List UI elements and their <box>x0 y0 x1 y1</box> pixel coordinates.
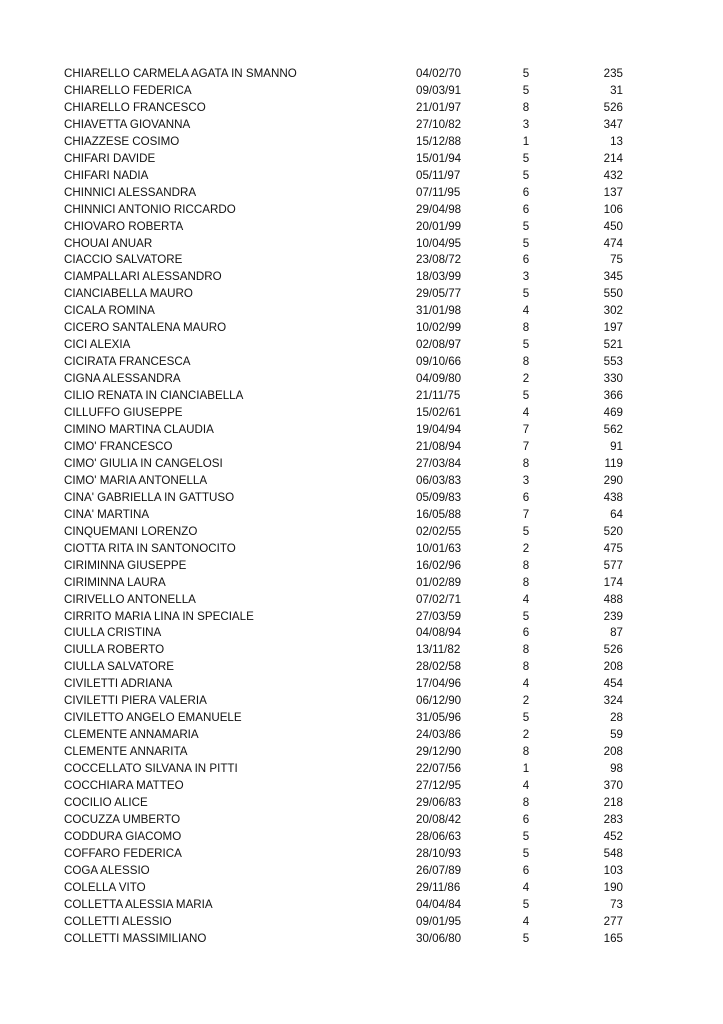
date-cell: 29/04/98 <box>416 202 462 216</box>
value-cell: 438 <box>603 490 623 504</box>
value-cell: 324 <box>603 694 623 708</box>
code-cell: 4 <box>522 304 530 318</box>
value-cell: 562 <box>603 423 623 437</box>
code-cell: 5 <box>522 609 530 623</box>
date-cell: 04/08/94 <box>416 626 462 640</box>
code-cell: 6 <box>522 202 530 216</box>
name-cell: CHINNICI ANTONIO RICCARDO <box>64 202 236 216</box>
date-cell: 31/01/98 <box>416 304 462 318</box>
name-cell: COFFARO FEDERICA <box>64 846 182 860</box>
value-cell: 208 <box>603 660 623 674</box>
name-cell: CHIARELLO FEDERICA <box>64 83 192 97</box>
date-cell: 04/02/70 <box>416 67 462 80</box>
code-cell: 5 <box>522 83 530 97</box>
date-cell: 22/07/56 <box>416 762 462 776</box>
date-cell: 27/03/84 <box>416 456 462 470</box>
table-row <box>64 710 624 727</box>
date-cell: 02/08/97 <box>416 338 462 352</box>
value-cell: 469 <box>603 406 623 420</box>
table-row <box>64 592 624 609</box>
name-cell: CINA' MARTINA <box>64 507 150 521</box>
name-cell: CIMO' GIULIA IN CANGELOSI <box>64 456 223 470</box>
date-cell: 27/10/82 <box>416 117 462 131</box>
code-cell: 5 <box>522 287 530 301</box>
value-cell: 550 <box>603 287 623 301</box>
code-cell: 4 <box>522 880 530 894</box>
table-row <box>64 625 624 642</box>
value-cell: 450 <box>603 219 623 233</box>
name-cell: CIMINO MARTINA CLAUDIA <box>64 423 214 437</box>
date-cell: 13/11/82 <box>416 643 461 657</box>
date-cell: 04/09/80 <box>416 372 462 386</box>
table-row <box>64 354 624 371</box>
value-cell: 432 <box>603 168 623 182</box>
code-cell: 8 <box>522 660 530 674</box>
date-cell: 07/11/95 <box>416 185 461 199</box>
code-cell: 5 <box>522 67 530 80</box>
name-cell: CICALA ROMINA <box>64 304 155 318</box>
name-cell: CHIAVETTA GIOVANNA <box>64 117 191 131</box>
name-cell: CHIAZZESE COSIMO <box>64 134 180 148</box>
value-cell: 330 <box>603 372 623 386</box>
name-cell: CIANCIABELLA MAURO <box>64 287 193 301</box>
name-cell: CIGNA ALESSANDRA <box>64 372 181 386</box>
name-cell: CHIFARI NADIA <box>64 168 149 182</box>
name-cell: CIRIMINNA LAURA <box>64 575 166 589</box>
table-row <box>64 897 624 914</box>
name-cell: CODDURA GIACOMO <box>64 829 182 843</box>
date-cell: 16/05/88 <box>416 507 462 521</box>
code-cell: 8 <box>522 100 530 114</box>
name-list-table <box>64 66 624 948</box>
table-row <box>64 185 624 202</box>
date-cell: 29/11/86 <box>416 880 461 894</box>
date-cell: 10/04/95 <box>416 236 462 250</box>
date-cell: 24/03/86 <box>416 728 462 742</box>
name-cell: CIVILETTI PIERA VALERIA <box>64 694 207 708</box>
code-cell: 3 <box>522 117 530 131</box>
date-cell: 20/08/42 <box>416 812 462 826</box>
value-cell: 526 <box>603 643 623 657</box>
table-row <box>64 252 624 269</box>
value-cell: 290 <box>603 473 623 487</box>
name-cell: CICIRATA FRANCESCA <box>64 355 191 369</box>
code-cell: 5 <box>522 151 530 165</box>
code-cell: 4 <box>522 914 530 928</box>
date-cell: 20/01/99 <box>416 219 462 233</box>
table-row <box>64 303 624 320</box>
value-cell: 87 <box>610 626 623 640</box>
table-row <box>64 795 624 812</box>
code-cell: 2 <box>522 372 530 386</box>
value-cell: 98 <box>610 762 623 776</box>
date-cell: 29/06/83 <box>416 795 462 809</box>
table-row <box>64 422 624 439</box>
value-cell: 577 <box>603 558 623 572</box>
table-row <box>64 320 624 337</box>
value-cell: 31 <box>610 83 623 97</box>
code-cell: 6 <box>522 863 530 877</box>
date-cell: 18/03/99 <box>416 270 462 284</box>
code-cell: 4 <box>522 406 530 420</box>
code-cell: 8 <box>522 321 530 335</box>
name-cell: CHIARELLO CARMELA AGATA IN SMANNO <box>64 67 297 80</box>
code-cell: 6 <box>522 253 530 267</box>
value-cell: 13 <box>610 134 623 148</box>
name-cell: CINA' GABRIELLA IN GATTUSO <box>64 490 235 504</box>
table-row <box>64 727 624 744</box>
name-cell: CIACCIO SALVATORE <box>64 253 183 267</box>
code-cell: 5 <box>522 168 530 182</box>
value-cell: 548 <box>603 846 623 860</box>
name-cell: CIRIMINNA GIUSEPPE <box>64 558 187 572</box>
table-row <box>64 134 624 151</box>
name-cell: CHOUAI ANUAR <box>64 236 153 250</box>
code-cell: 3 <box>522 473 530 487</box>
table-row <box>64 609 624 626</box>
table-row <box>64 778 624 795</box>
table-row <box>64 286 624 303</box>
code-cell: 8 <box>522 745 530 759</box>
name-cell: COLELLA VITO <box>64 880 146 894</box>
value-cell: 119 <box>604 456 623 470</box>
name-cell: CHIARELLO FRANCESCO <box>64 100 206 114</box>
value-cell: 345 <box>603 270 623 284</box>
table-row <box>64 168 624 185</box>
name-cell: CIRIVELLO ANTONELLA <box>64 592 196 606</box>
table-row <box>64 219 624 236</box>
code-cell: 6 <box>522 490 530 504</box>
value-cell: 521 <box>603 338 623 352</box>
date-cell: 17/04/96 <box>416 677 462 691</box>
value-cell: 366 <box>603 389 623 403</box>
value-cell: 137 <box>603 185 623 199</box>
date-cell: 09/03/91 <box>416 83 462 97</box>
table-row <box>64 439 624 456</box>
table-row <box>64 117 624 134</box>
value-cell: 553 <box>603 355 623 369</box>
date-cell: 02/02/55 <box>416 524 462 538</box>
value-cell: 347 <box>603 117 623 131</box>
value-cell: 526 <box>603 100 623 114</box>
value-cell: 106 <box>603 202 623 216</box>
date-cell: 28/10/93 <box>416 846 462 860</box>
table-row <box>64 66 624 83</box>
table-row <box>64 659 624 676</box>
table-row <box>64 337 624 354</box>
date-cell: 10/01/63 <box>416 541 462 555</box>
value-cell: 239 <box>603 609 623 623</box>
table-row <box>64 575 624 592</box>
date-cell: 06/12/90 <box>416 694 462 708</box>
name-cell: COLLETTA ALESSIA MARIA <box>64 897 213 911</box>
value-cell: 165 <box>603 931 623 945</box>
date-cell: 15/01/94 <box>416 151 462 165</box>
value-cell: 370 <box>603 779 623 793</box>
date-cell: 28/02/58 <box>416 660 462 674</box>
date-cell: 27/03/59 <box>416 609 462 623</box>
value-cell: 197 <box>603 321 623 335</box>
code-cell: 4 <box>522 779 530 793</box>
value-cell: 218 <box>603 795 623 809</box>
date-cell: 04/04/84 <box>416 897 462 911</box>
name-cell: COCCELLATO SILVANA IN PITTI <box>64 762 238 776</box>
table-row <box>64 100 624 117</box>
name-cell: COLLETTI MASSIMILIANO <box>64 931 207 945</box>
date-cell: 28/06/63 <box>416 829 462 843</box>
table-row <box>64 914 624 931</box>
table-row <box>64 524 624 541</box>
value-cell: 73 <box>610 897 623 911</box>
table-row <box>64 490 624 507</box>
date-cell: 05/11/97 <box>416 168 461 182</box>
code-cell: 5 <box>522 897 530 911</box>
code-cell: 2 <box>522 541 530 555</box>
date-cell: 23/08/72 <box>416 253 462 267</box>
code-cell: 5 <box>522 711 530 725</box>
table-row <box>64 507 624 524</box>
value-cell: 277 <box>603 914 623 928</box>
date-cell: 05/09/83 <box>416 490 462 504</box>
code-cell: 5 <box>522 524 530 538</box>
code-cell: 8 <box>522 575 530 589</box>
date-cell: 19/04/94 <box>416 423 462 437</box>
code-cell: 7 <box>522 423 530 437</box>
code-cell: 8 <box>522 355 530 369</box>
value-cell: 283 <box>603 812 623 826</box>
name-cell: CIVILETTI ADRIANA <box>64 677 173 691</box>
value-cell: 214 <box>603 151 623 165</box>
table-row <box>64 541 624 558</box>
code-cell: 7 <box>522 507 530 521</box>
name-cell: CIULLA CRISTINA <box>64 626 162 640</box>
value-cell: 454 <box>603 677 623 691</box>
name-cell: COCUZZA UMBERTO <box>64 812 181 826</box>
code-cell: 8 <box>522 795 530 809</box>
code-cell: 6 <box>522 812 530 826</box>
code-cell: 4 <box>522 592 530 606</box>
name-cell: CIMO' FRANCESCO <box>64 439 173 453</box>
code-cell: 6 <box>522 626 530 640</box>
value-cell: 174 <box>603 575 623 589</box>
name-cell: COCCHIARA MATTEO <box>64 779 184 793</box>
table-row <box>64 83 624 100</box>
code-cell: 1 <box>522 134 530 148</box>
value-cell: 520 <box>603 524 623 538</box>
table-row <box>64 693 624 710</box>
table-row <box>64 151 624 168</box>
date-cell: 21/08/94 <box>416 439 462 453</box>
date-cell: 21/01/97 <box>416 100 462 114</box>
table-row <box>64 761 624 778</box>
name-cell: CIULLA SALVATORE <box>64 660 174 674</box>
name-cell: CHIFARI DAVIDE <box>64 151 156 165</box>
value-cell: 103 <box>603 863 623 877</box>
table-row <box>64 473 624 490</box>
value-cell: 190 <box>603 880 623 894</box>
name-cell: CHINNICI ALESSANDRA <box>64 185 197 199</box>
table-row <box>64 642 624 659</box>
date-cell: 29/05/77 <box>416 287 462 301</box>
date-cell: 07/02/71 <box>416 592 462 606</box>
table-row <box>64 880 624 897</box>
value-cell: 75 <box>610 253 623 267</box>
code-cell: 1 <box>522 762 530 776</box>
date-cell: 09/01/95 <box>416 914 462 928</box>
table-row <box>64 236 624 253</box>
date-cell: 30/06/80 <box>416 931 462 945</box>
value-cell: 208 <box>603 745 623 759</box>
code-cell: 4 <box>522 677 530 691</box>
code-cell: 8 <box>522 643 530 657</box>
date-cell: 26/07/89 <box>416 863 462 877</box>
name-cell: COGA ALESSIO <box>64 863 150 877</box>
value-cell: 488 <box>603 592 623 606</box>
table-row <box>64 829 624 846</box>
code-cell: 5 <box>522 338 530 352</box>
code-cell: 2 <box>522 694 530 708</box>
table-row <box>64 558 624 575</box>
name-cell: CLEMENTE ANNARITA <box>64 745 188 759</box>
code-cell: 3 <box>522 270 530 284</box>
name-cell: CHIOVARO ROBERTA <box>64 219 184 233</box>
date-cell: 06/03/83 <box>416 473 462 487</box>
code-cell: 6 <box>522 185 530 199</box>
name-cell: CILIO RENATA IN CIANCIABELLA <box>64 389 244 403</box>
table-row <box>64 269 624 286</box>
name-cell: CIVILETTO ANGELO EMANUELE <box>64 711 242 725</box>
name-cell: CICI ALEXIA <box>64 338 131 352</box>
table-row <box>64 863 624 880</box>
name-cell: CIMO' MARIA ANTONELLA <box>64 473 208 487</box>
table-row <box>64 931 624 948</box>
table-row <box>64 405 624 422</box>
value-cell: 474 <box>603 236 623 250</box>
date-cell: 27/12/95 <box>416 779 462 793</box>
name-cell: CILLUFFO GIUSEPPE <box>64 406 183 420</box>
value-cell: 91 <box>610 439 623 453</box>
value-cell: 302 <box>603 304 623 318</box>
value-cell: 475 <box>603 541 623 555</box>
name-cell: CIAMPALLARI ALESSANDRO <box>64 270 222 284</box>
name-cell: COLLETTI ALESSIO <box>64 914 172 928</box>
table-row <box>64 812 624 829</box>
value-cell: 235 <box>603 67 623 80</box>
value-cell: 452 <box>603 829 623 843</box>
code-cell: 5 <box>522 236 530 250</box>
code-cell: 8 <box>522 558 530 572</box>
name-cell: CIRRITO MARIA LINA IN SPECIALE <box>64 609 254 623</box>
code-cell: 5 <box>522 219 530 233</box>
value-cell: 59 <box>610 728 623 742</box>
name-cell: CIULLA ROBERTO <box>64 643 165 657</box>
date-cell: 15/12/88 <box>416 134 462 148</box>
table-row <box>64 676 624 693</box>
table-row <box>64 202 624 219</box>
name-cell: CICERO SANTALENA MAURO <box>64 321 227 335</box>
code-cell: 5 <box>522 931 530 945</box>
table-row <box>64 846 624 863</box>
date-cell: 09/10/66 <box>416 355 462 369</box>
code-cell: 8 <box>522 456 530 470</box>
name-cell: CLEMENTE ANNAMARIA <box>64 728 199 742</box>
table-row <box>64 371 624 388</box>
value-cell: 64 <box>610 507 623 521</box>
date-cell: 16/02/96 <box>416 558 462 572</box>
code-cell: 2 <box>522 728 530 742</box>
date-cell: 31/05/96 <box>416 711 462 725</box>
date-cell: 21/11/75 <box>416 389 461 403</box>
date-cell: 01/02/89 <box>416 575 462 589</box>
name-cell: CINQUEMANI LORENZO <box>64 524 198 538</box>
value-cell: 28 <box>610 711 623 725</box>
code-cell: 5 <box>522 389 530 403</box>
code-cell: 7 <box>522 439 530 453</box>
table-row <box>64 388 624 405</box>
table-row <box>64 744 624 761</box>
table-row <box>64 456 624 473</box>
date-cell: 10/02/99 <box>416 321 462 335</box>
date-cell: 29/12/90 <box>416 745 462 759</box>
date-cell: 15/02/61 <box>416 406 462 420</box>
code-cell: 5 <box>522 829 530 843</box>
code-cell: 5 <box>522 846 530 860</box>
name-cell: CIOTTA RITA IN SANTONOCITO <box>64 541 236 555</box>
name-cell: COCILIO ALICE <box>64 795 148 809</box>
